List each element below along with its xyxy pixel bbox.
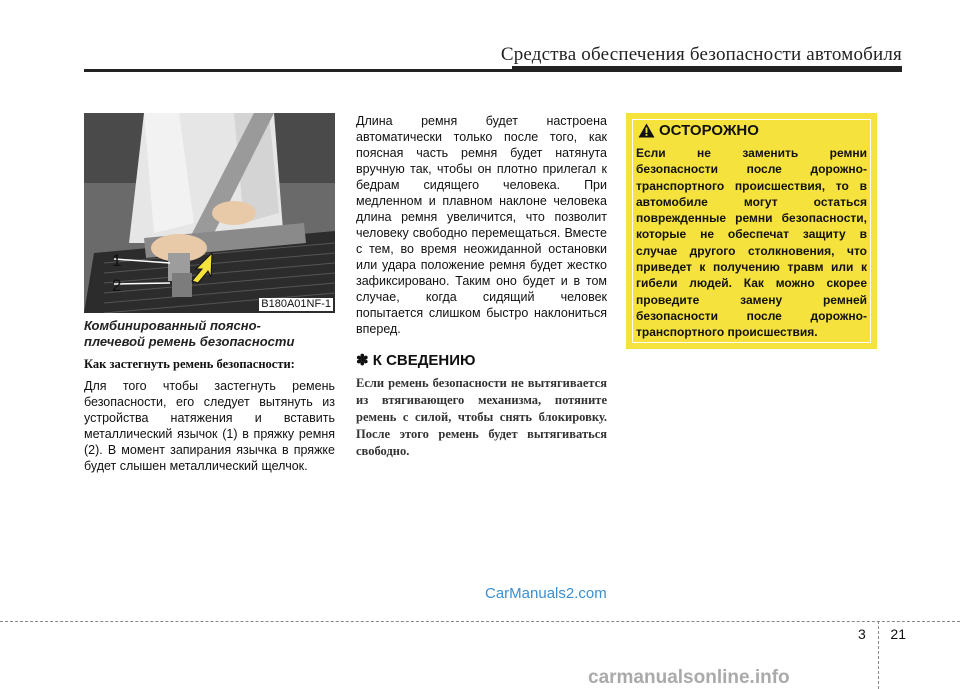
length-adjust-paragraph: Длина ремня будет настроена автоматически только после того, как поясная часть ремня будет натянута вручную так, чтобы он плотно прилегал к бедрам сидящего человека. При медленном и плавном наклоне человека длина ремня увеличится, что позволит человеку свободно перемещаться. Вместе с тем, во время неожиданной остановки или удара положение ремня будет жестко зафиксировано. Таким оно будет и в том случае, когда сидящий человек попытается слишком быстро наклониться вперед. (356, 114, 607, 336)
seatbelt-illustration (84, 113, 335, 313)
column-2 (356, 113, 607, 460)
column-1 (84, 318, 335, 474)
header-rule-accent (512, 66, 902, 72)
chapter-number: 3 (858, 626, 866, 642)
warning-triangle-icon (638, 123, 655, 138)
info-icon: ✽ (356, 352, 369, 369)
page-number (858, 626, 906, 642)
fastening-paragraph: Для того чтобы застегнуть ремень безопасности, его следует вытянуть из устройства натяжения и вставить металлический язычок (1) в пряжку ремня (2). В момент запирания язычка в пряжке будет слышен металлический щелчок. (84, 379, 335, 473)
figure-code: B180A01NF-1 (261, 298, 331, 310)
section-subtitle-line-1: Комбинированный поясно- (84, 318, 261, 333)
section-subtitle (84, 318, 335, 350)
warning-title-text: ОСТОРОЖНО (659, 122, 759, 139)
info-heading-text: К СВЕДЕНИЮ (372, 352, 476, 369)
footer-rule (0, 621, 960, 622)
section-subtitle-line-2: плечевой ремень безопасности (84, 334, 295, 349)
callout-1: 1 (112, 251, 122, 270)
callout-2: 2 (112, 276, 122, 295)
watermark[interactable]: CarManuals2.com (485, 585, 607, 602)
page-number-value: 21 (890, 626, 906, 642)
info-body: Если ремень безопасности не вытягивается из втягивающего механизма, потяните ремень с силой, чтобы снять блокировку. После этого ремень будет вытягиваться свободно. (356, 376, 607, 458)
info-heading (356, 351, 607, 369)
warning-title (638, 122, 759, 139)
footer-site[interactable]: carmanualsonline.info (588, 667, 790, 688)
how-to-heading: Как застегнуть ремень безопасности: (84, 357, 295, 371)
warning-box (626, 113, 877, 349)
seatbelt-photo (84, 113, 335, 313)
warning-text: Если не заменить ремни безопасности после дорожно-транспортного происшествия, то в автомобиле могут остаться поврежденные ремни безопасности, которые не обеспечат защиту в случае другого столкновения, что приведет к получению травм или к гибели людей. Как можно скорее проведите замену ремней безопасности после дорожно-транспортного происшествия. (636, 146, 867, 340)
page-header-title: Средства обеспечения безопасности автомобиля (500, 44, 902, 65)
